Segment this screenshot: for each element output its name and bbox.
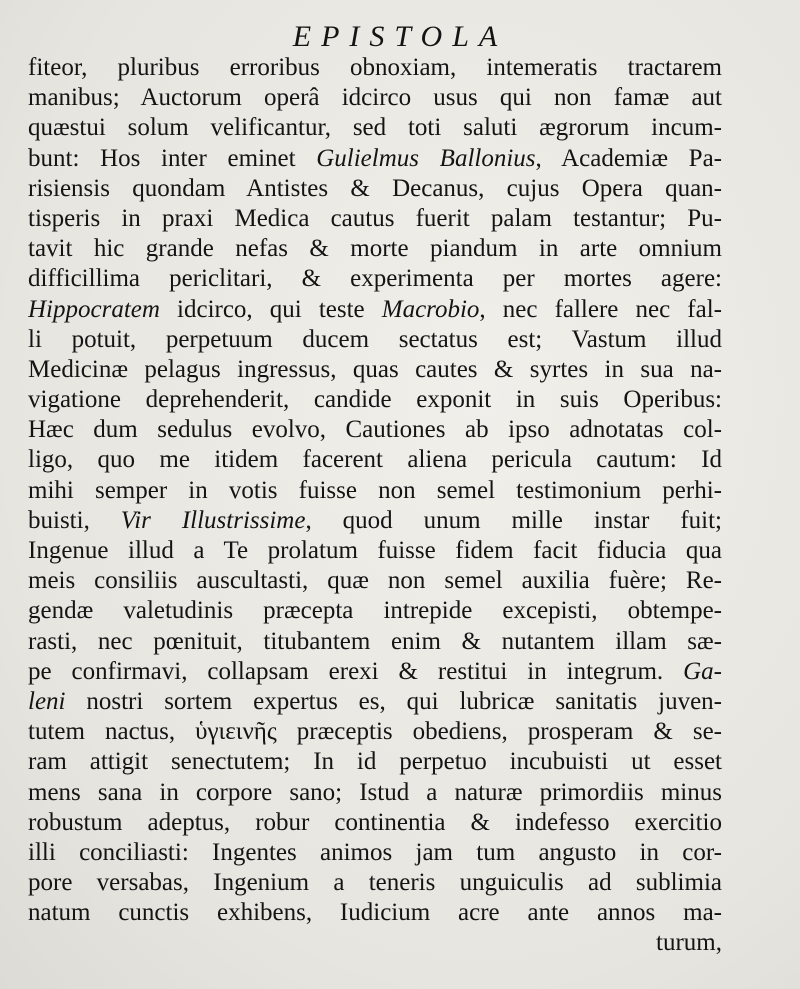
- text-segment: , nec fallere nec fal-: [479, 295, 722, 323]
- text-segment: illi conciliasti: Ingentes animos jam tum angusto in cor-: [28, 838, 722, 866]
- text-segment: natum cunctis exhibens, Iudicium acre ante annos ma-: [28, 899, 722, 927]
- running-head: EPISTOLA: [292, 20, 508, 53]
- text-segment: tutem nactus, ὑγιεινῆς præceptis obediens, prosperam & se-: [28, 718, 722, 746]
- text-line: [28, 627, 722, 657]
- text-line: [28, 506, 722, 536]
- text-segment: Medicinæ pelagus ingressus, quas cautes & syrtes in sua na-: [28, 355, 722, 383]
- text-segment: tisperis in praxi Medica cautus fuerit palam testantur; Pu-: [28, 204, 722, 232]
- text-segment: mihi semper in votis fuisse non semel testimonium perhi-: [28, 476, 722, 504]
- text-line: [28, 385, 722, 415]
- text-line: [28, 838, 722, 868]
- italic-text: Macrobio: [381, 295, 480, 323]
- text-line: [28, 355, 722, 385]
- italic-text: Hippocratem: [28, 295, 160, 323]
- text-segment: difficillima periclitari, & experimenta per mortes agere:: [28, 265, 722, 293]
- text-line: [28, 687, 722, 717]
- text-segment: Ingenue illud a Te prolatum fuisse fidem facit fiducia qua: [28, 537, 722, 564]
- text-segment: idcirco, qui teste: [159, 295, 382, 323]
- text-segment: li potuit, perpetuum ducem sectatus est; Vastum illud: [28, 325, 722, 353]
- text-line: [28, 898, 722, 928]
- text-segment: rasti, nec pœnituit, titubantem enim & nutantem illam sæ-: [28, 627, 722, 655]
- text-line: [28, 174, 722, 204]
- text-line: [28, 778, 722, 808]
- text-segment: pe confirmavi, collapsam erexi & restitui in integrum.: [28, 657, 684, 685]
- text-line: [28, 415, 722, 445]
- text-line: [28, 234, 722, 264]
- text-segment: robustum adeptus, robur continentia & indefesso exercitio: [28, 808, 722, 836]
- text-segment: nostri sortem expertus es, qui lubricæ sanitatis juven-: [65, 687, 722, 715]
- italic-text: Gulielmus Ballonius: [316, 144, 536, 172]
- text-segment: turum,: [656, 929, 722, 957]
- italic-text: leni: [28, 687, 66, 715]
- text-line: [28, 264, 722, 294]
- text-line: [28, 144, 722, 174]
- text-line: [28, 657, 722, 687]
- text-segment: pore versabas, Ingenium a teneris unguiculis ad sublimia: [28, 869, 722, 897]
- text-line: [28, 295, 722, 325]
- text-line: [28, 928, 722, 958]
- text-segment: quæstui solum velificantur, sed toti saluti ægrorum incum-: [28, 114, 722, 142]
- text-segment: , quod unum mille instar fuit;: [305, 506, 722, 534]
- text-line: [28, 83, 722, 113]
- text-segment: risiensis quondam Antistes & Decanus, cujus Opera quan-: [28, 174, 722, 202]
- text-segment: Hæc dum sedulus evolvo, Cautiones ab ipso adnotatas col-: [28, 416, 722, 444]
- text-segment: , Academiæ Pa-: [535, 144, 722, 172]
- text-segment: fiteor, pluribus erroribus obnoxiam, intemeratis tractarem: [28, 54, 722, 81]
- text-segment: mens sana in corpore sano; Istud a naturæ primordiis minus: [28, 778, 722, 806]
- text-segment: meis consiliis auscultasti, quæ non semel auxilia fuère; Re-: [28, 567, 722, 595]
- text-segment: buisti,: [28, 506, 121, 534]
- text-line: [28, 204, 722, 234]
- text-line: [28, 445, 722, 475]
- text-line: [28, 476, 722, 506]
- italic-text: Ga-: [683, 657, 722, 685]
- text-line: [28, 596, 722, 626]
- text-line: [28, 808, 722, 838]
- text-line: [28, 868, 722, 898]
- text-line: [28, 747, 722, 777]
- text-line: [28, 536, 722, 566]
- text-line: [28, 717, 722, 747]
- text-segment: bunt: Hos inter eminet: [28, 144, 317, 172]
- text-segment: vigatione deprehenderit, candide exponit in suis Operibus:: [28, 386, 722, 414]
- italic-text: Vir Illustrissime: [120, 506, 306, 534]
- text-segment: manibus; Auctorum operâ idcirco usus qui non famæ aut: [28, 84, 722, 112]
- text-line: [28, 566, 722, 596]
- text-segment: gendæ valetudinis præcepta intrepide excepisti, obtempe-: [28, 597, 722, 625]
- text-segment: ligo, quo me itidem facerent aliena pericula cautum: Id: [28, 446, 722, 474]
- text-line: [28, 113, 722, 143]
- body-text: [28, 53, 722, 959]
- text-line: [28, 325, 722, 355]
- text-line: [28, 53, 722, 83]
- text-segment: tavit hic grande nefas & morte piandum in arte omnium: [28, 235, 722, 263]
- text-segment: ram attigit senectutem; In id perpetuo incubuisti ut esset: [28, 748, 722, 776]
